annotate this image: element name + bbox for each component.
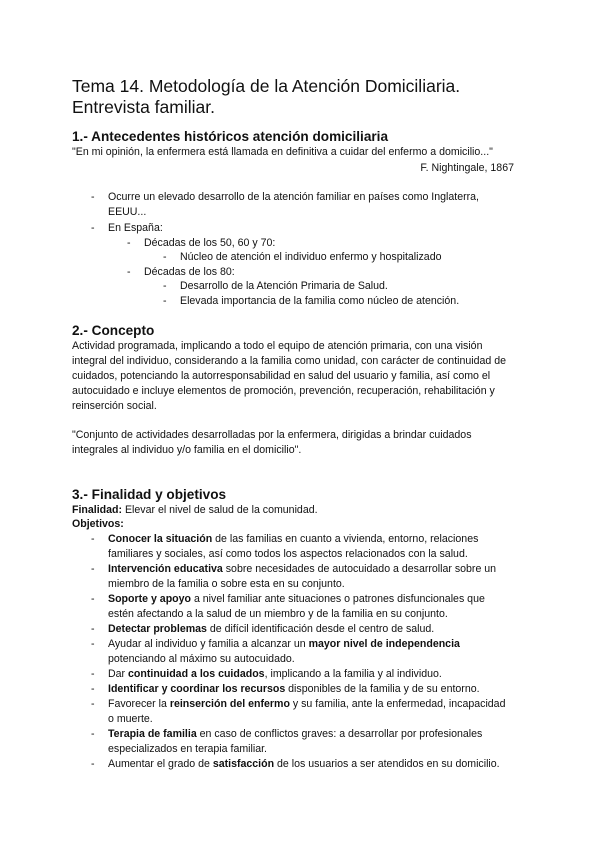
- sub-bullet-text: Décadas de los 50, 60 y 70:: [144, 237, 276, 249]
- objective-keyword: Terapia de familia: [108, 728, 197, 740]
- quote-author: F. Nightingale, 1867: [420, 162, 514, 174]
- objective-continuation: especializados en terapia familiar.: [108, 743, 267, 755]
- objective-item: [108, 622, 434, 637]
- objective-item: [108, 757, 500, 772]
- objective-text: Aumentar el grado de: [108, 758, 213, 770]
- objective-item: [108, 682, 480, 697]
- concept-paragraph-line: Actividad programada, implicando a todo el equipo de atención primaria, con una visión: [72, 340, 483, 352]
- bullet-dash: -: [127, 266, 131, 278]
- objective-text: sobre necesidades de autocuidado a desarrollar sobre un: [222, 563, 497, 575]
- objective-text: Dar: [108, 668, 129, 680]
- objective-continuation: familiares y sociales, así como todos los aspectos relacionados con la salud.: [108, 548, 468, 560]
- objective-continuation: potenciando al máximo su autocuidado.: [108, 653, 295, 665]
- sub-sub-bullet-text: Desarrollo de la Atención Primaria de Salud.: [180, 280, 388, 292]
- objective-continuation: o muerte.: [108, 713, 153, 725]
- objective-text: y su familia, ante la enfermedad, incapacidad: [289, 698, 506, 710]
- finalidad-label: Finalidad:: [72, 504, 123, 516]
- objective-text: Ayudar al individuo y familia a alcanzar un: [108, 638, 309, 650]
- bullet-text: Ocurre un elevado desarrollo de la atención familiar en países como Inglaterra,: [108, 191, 479, 203]
- bullet-dash: -: [91, 668, 95, 680]
- title-line-1: Tema 14. Metodología de la Atención Domiciliaria.: [72, 76, 461, 96]
- objective-text: , implicando a la familia y al individuo.: [264, 668, 442, 680]
- objective-keyword: Intervención educativa: [108, 563, 223, 575]
- bullet-dash: -: [91, 728, 95, 740]
- bullet-dash: -: [163, 295, 167, 307]
- sub-sub-bullet-text: Núcleo de atención el individuo enfermo y hospitalizado: [180, 251, 442, 263]
- nightingale-quote: "En mi opinión, la enfermera está llamada en definitiva a cuidar del enfermo a domicilio...": [72, 146, 493, 158]
- concept-paragraph-line: reinserción social.: [72, 400, 157, 412]
- document-title: [72, 76, 542, 118]
- section-2-heading: 2.- Concepto: [72, 323, 155, 338]
- bullet-dash: -: [127, 237, 131, 249]
- bullet-dash: -: [91, 563, 95, 575]
- bullet-dash: -: [163, 280, 167, 292]
- concept-quote-line: integrales al individuo y/o familia en el domicilio".: [72, 444, 302, 456]
- title-line-2: Entrevista familiar.: [72, 97, 215, 117]
- bullet-text: En España:: [108, 222, 163, 234]
- objective-item: [108, 727, 482, 742]
- objective-text: de los usuarios a ser atendidos en su domicilio.: [274, 758, 500, 770]
- section-1-heading: 1.- Antecedentes históricos atención domiciliaria: [72, 129, 389, 144]
- objective-keyword: satisfacción: [212, 758, 275, 770]
- objective-keyword: Conocer la situación: [108, 533, 213, 545]
- objective-text: a nivel familiar ante situaciones o patrones disfuncionales que: [191, 593, 485, 605]
- bullet-dash: -: [91, 222, 95, 234]
- bullet-dash: -: [91, 683, 95, 695]
- objective-keyword: mayor nivel de independencia: [308, 638, 460, 650]
- objective-text: disponibles de la familia y de su entorno.: [285, 683, 480, 695]
- objective-keyword: Identificar y coordinar los recursos: [108, 683, 286, 695]
- objective-item: [108, 562, 496, 577]
- objetivos-label: [72, 517, 124, 532]
- objective-item: [108, 592, 485, 607]
- bullet-dash: -: [91, 758, 95, 770]
- concept-paragraph-line: cuidados, potenciando la autorresponsabilidad en salud del usuario y familia, así como el: [72, 370, 491, 382]
- objective-item: [108, 637, 460, 652]
- bullet-dash: -: [91, 623, 95, 635]
- objective-text: en caso de conflictos graves: a desarrollar por profesionales: [196, 728, 483, 740]
- bullet-dash: -: [91, 638, 95, 650]
- objective-keyword: reinserción del enfermo: [169, 698, 290, 710]
- objective-text: Favorecer la: [108, 698, 170, 710]
- section-3-heading: 3.- Finalidad y objetivos: [72, 487, 227, 502]
- sub-sub-bullet-text: Elevada importancia de la familia como núcleo de atención.: [180, 295, 460, 307]
- concept-paragraph-line: autocuidado e incluye elementos de promoción, prevención, recuperación, rehabilitación y: [72, 385, 495, 397]
- objetivos-label-text: Objetivos:: [72, 518, 124, 530]
- objective-keyword: Soporte y apoyo: [108, 593, 191, 605]
- finalidad-text: Elevar el nivel de salud de la comunidad.: [122, 504, 318, 516]
- objective-continuation: miembro de la familia o sobre esta en su conjunto.: [108, 578, 345, 590]
- objective-continuation: estén afectando a la salud de un miembro y de la familia en su conjunto.: [108, 608, 448, 620]
- objective-text: de difícil identificación desde el centro de salud.: [206, 623, 435, 635]
- bullet-dash: -: [91, 698, 95, 710]
- bullet-text: EEUU...: [108, 206, 147, 218]
- objective-item: [108, 667, 442, 682]
- bullet-dash: -: [91, 191, 95, 203]
- concept-paragraph-line: integral del individuo, considerando a la familia como unidad, con carácter de continuidad de: [72, 355, 507, 367]
- bullet-dash: -: [91, 593, 95, 605]
- objective-text: de las familias en cuanto a vivienda, entorno, relaciones: [212, 533, 479, 545]
- bullet-dash: -: [163, 251, 167, 263]
- sub-bullet-text: Décadas de los 80:: [144, 266, 235, 278]
- concept-quote-line: "Conjunto de actividades desarrolladas por la enfermera, dirigidas a brindar cuidados: [72, 429, 472, 441]
- objective-item: [108, 697, 505, 712]
- bullet-dash: -: [91, 533, 95, 545]
- objective-keyword: Detectar problemas: [108, 623, 207, 635]
- finalidad-line: [72, 503, 318, 518]
- objective-keyword: continuidad a los cuidados: [128, 668, 265, 680]
- objective-item: [108, 532, 478, 547]
